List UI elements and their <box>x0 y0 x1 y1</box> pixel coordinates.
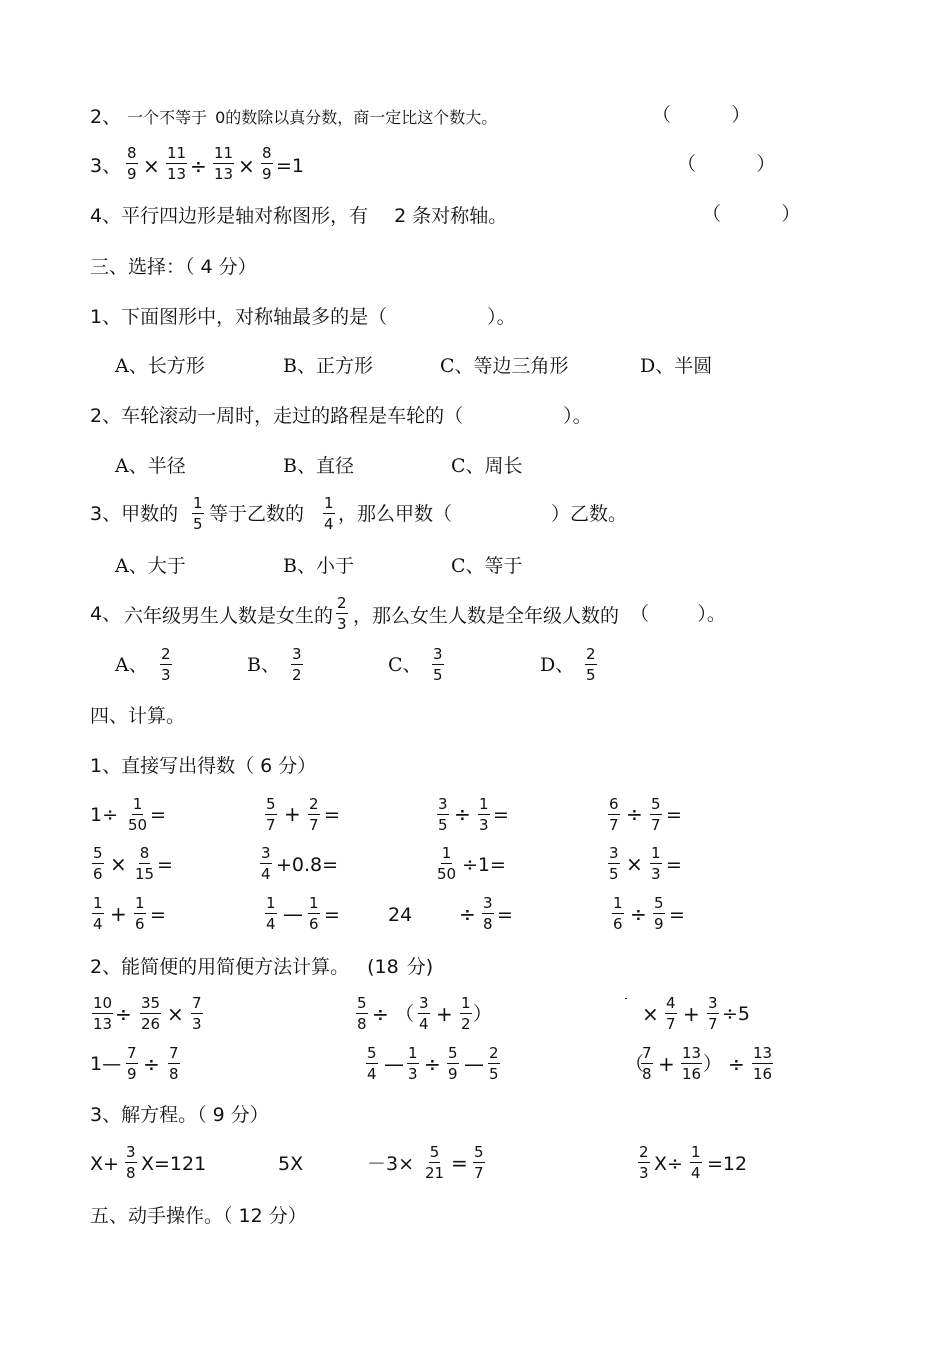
fraction <box>432 647 444 683</box>
expr-text: +0.8= <box>276 854 339 876</box>
option-a[interactable]: A、半径 <box>115 455 186 477</box>
denominator: 16 <box>753 1065 773 1083</box>
score: 9 <box>212 1104 225 1126</box>
fraction <box>752 1046 773 1082</box>
equals-sign: = <box>150 904 166 926</box>
numerator: 1 <box>132 795 143 813</box>
numerator: 3 <box>483 894 493 912</box>
numerator: 5 <box>93 844 103 862</box>
numerator: 2 <box>639 1143 649 1161</box>
numerator: 1 <box>324 494 334 512</box>
score: 4 <box>200 256 213 278</box>
choice-q2 <box>90 407 592 426</box>
fraction <box>308 896 320 932</box>
numerator: 5 <box>357 994 367 1012</box>
times-sign: × <box>626 852 643 876</box>
denominator: 8 <box>642 1065 652 1083</box>
numerator: 13 <box>682 1044 702 1062</box>
fraction <box>160 647 172 683</box>
expr-text: 1— <box>90 1053 122 1075</box>
section-title-choice <box>90 258 257 277</box>
denominator: 7 <box>708 1015 718 1033</box>
fraction <box>585 647 597 683</box>
answer-paren[interactable]: （ ） <box>702 203 801 225</box>
fraction <box>323 496 335 532</box>
fraction <box>265 797 277 833</box>
numerator: 3 <box>433 645 443 663</box>
right-paren: ） <box>703 1053 723 1075</box>
numerator: 13 <box>753 1044 773 1062</box>
q-number: 3、 <box>90 155 122 177</box>
answer-paren[interactable]: （ ） <box>652 104 751 126</box>
option-b[interactable]: B、 <box>247 654 280 676</box>
denominator: 4 <box>367 1065 377 1083</box>
denominator: 5 <box>609 865 619 883</box>
expr-text: X+ <box>90 1153 119 1175</box>
numerator: 3 <box>708 994 718 1012</box>
equals-sign: = <box>497 904 513 926</box>
fraction <box>135 846 154 882</box>
denominator: 4 <box>93 915 103 933</box>
numerator: 1 <box>461 994 471 1012</box>
right-paren: ） <box>473 1003 493 1025</box>
divide-sign: ÷ <box>454 802 471 826</box>
fraction <box>140 996 161 1032</box>
numerator: 10 <box>93 994 113 1012</box>
fraction <box>166 146 187 182</box>
numerator: 5 <box>474 1143 484 1161</box>
minus-sign: — <box>283 902 303 926</box>
fraction <box>707 996 719 1032</box>
fraction <box>308 797 320 833</box>
denominator: 3 <box>479 816 489 834</box>
denominator: 3 <box>408 1065 418 1083</box>
judge-q2 <box>90 108 497 127</box>
fraction <box>482 896 494 932</box>
number: 0 <box>215 108 226 127</box>
fraction <box>665 996 677 1032</box>
numerator: 1 <box>691 1143 701 1161</box>
fraction <box>191 996 203 1032</box>
equals-sign: = <box>150 804 166 826</box>
option-c[interactable]: C、等边三角形 <box>440 355 569 377</box>
judge-q4 <box>90 207 507 226</box>
left-paren: （ <box>395 1003 415 1025</box>
minus-sign: — <box>464 1052 484 1076</box>
option-b[interactable]: B、正方形 <box>283 355 373 377</box>
numerator: 2 <box>309 795 319 813</box>
option-c[interactable]: C、等于 <box>451 555 523 577</box>
fraction <box>407 1046 419 1082</box>
expr-text: ÷5 <box>722 1003 751 1025</box>
numerator: 1 <box>193 494 203 512</box>
fraction <box>681 1046 702 1082</box>
option-b[interactable]: B、直径 <box>283 455 354 477</box>
question-text: ，那么甲数（ <box>338 503 453 525</box>
plus-sign: + <box>436 1002 453 1026</box>
equals-sign: = <box>669 904 685 926</box>
question-text: ，那么女生人数是全年级人数的 <box>353 605 620 627</box>
denominator: 5 <box>438 816 448 834</box>
times-sign: × <box>642 1002 659 1026</box>
denominator: 4 <box>691 1164 701 1182</box>
denominator: 7 <box>309 816 319 834</box>
fraction <box>473 1145 485 1181</box>
denominator: 7 <box>609 816 619 834</box>
numerator: 4 <box>666 994 676 1012</box>
question-text: 1、下面图形中，对称轴最多的是（ <box>90 306 388 328</box>
denominator: 3 <box>192 1015 202 1033</box>
question-text: 的数除以真分数，商一定比这个数大。 <box>225 108 498 127</box>
fraction <box>641 1046 653 1082</box>
score-unit: 分） <box>230 1104 269 1126</box>
score: 6 <box>260 755 273 777</box>
numerator: 1 <box>135 894 145 912</box>
denominator: 15 <box>135 865 155 883</box>
q-number: 2、 <box>90 106 122 128</box>
numerator: 3 <box>419 994 429 1012</box>
denominator: 7 <box>266 816 276 834</box>
divide-sign: ÷ <box>424 1052 441 1076</box>
numerator: 11 <box>214 144 234 162</box>
plus-sign: + <box>683 1002 700 1026</box>
numerator: 5 <box>654 894 664 912</box>
expr-text: X=121 <box>141 1153 207 1175</box>
denominator: 9 <box>127 1065 137 1083</box>
fraction <box>125 1145 137 1181</box>
numerator: 8 <box>127 144 137 162</box>
numerator: 3 <box>609 844 619 862</box>
calc-s1-title <box>90 757 316 776</box>
denominator: 9 <box>262 165 272 183</box>
title-text: 2、能简便的用简便方法计算。 <box>90 956 350 978</box>
fraction <box>265 896 277 932</box>
divide-sign: ÷ <box>459 902 476 926</box>
question-text: 等于乙数的 <box>209 503 305 525</box>
score: 12 <box>238 1205 263 1227</box>
denominator: 13 <box>167 165 187 183</box>
denominator: 2 <box>292 666 302 684</box>
expr-text: X÷ <box>654 1153 683 1175</box>
expr-text: ÷1= <box>462 854 506 876</box>
fraction <box>650 797 662 833</box>
numerator: 1 <box>408 1044 418 1062</box>
fraction <box>356 996 368 1032</box>
denominator: 21 <box>425 1164 445 1182</box>
times-sign: × <box>167 1002 184 1026</box>
plus-sign: + <box>110 902 127 926</box>
calc-s2-title <box>90 958 433 977</box>
divide-sign: ÷ <box>143 1052 160 1076</box>
title-text: 三、选择：（ <box>90 256 195 278</box>
denominator: 6 <box>309 915 319 933</box>
fraction <box>366 1046 378 1082</box>
left-paren: （ <box>625 1053 645 1075</box>
fraction <box>92 896 104 932</box>
denominator: 9 <box>448 1065 458 1083</box>
option-d[interactable]: D、半圆 <box>640 355 713 377</box>
denominator: 3 <box>161 666 171 684</box>
option-a[interactable]: A、长方形 <box>115 355 205 377</box>
equals-sign: = <box>666 804 682 826</box>
numerator: 1 <box>441 844 452 862</box>
fraction <box>625 996 627 1002</box>
fraction <box>126 1046 138 1082</box>
score-unit: 分） <box>278 755 317 777</box>
denominator: 26 <box>141 1015 161 1033</box>
option-c[interactable]: C、周长 <box>451 455 523 477</box>
number: 24 <box>388 904 413 926</box>
numerator: 3 <box>292 645 302 663</box>
question-text: 3、甲数的 <box>90 503 179 525</box>
denominator: 6 <box>135 915 145 933</box>
section-title-practice <box>90 1207 307 1226</box>
fraction <box>126 146 138 182</box>
divide-sign: ÷ <box>626 802 643 826</box>
title-text: 1、直接写出得数（ <box>90 755 255 777</box>
fraction <box>638 1145 650 1181</box>
numerator: 7 <box>192 994 202 1012</box>
times-sign: × <box>110 852 127 876</box>
fraction <box>168 1046 180 1082</box>
numerator: 7 <box>642 1044 652 1062</box>
denominator: 7 <box>666 1015 676 1033</box>
divide-sign: ÷ <box>115 1002 132 1026</box>
numerator: 5 <box>448 1044 458 1062</box>
equals-sign: = <box>157 854 173 876</box>
fraction <box>134 896 146 932</box>
fraction <box>653 896 665 932</box>
title-text: 3、解方程。（ <box>90 1104 207 1126</box>
denominator: 13 <box>93 1015 113 1033</box>
expr-text: 5X <box>278 1153 304 1175</box>
score-unit: 分) <box>406 956 434 978</box>
numerator: 5 <box>651 795 661 813</box>
fraction <box>192 496 204 532</box>
denominator: 50 <box>437 865 457 883</box>
denominator: 6 <box>93 865 103 883</box>
calc-s3-title <box>90 1106 269 1125</box>
option-a[interactable]: A、大于 <box>115 555 186 577</box>
numerator: 11 <box>167 144 187 162</box>
denominator: 5 <box>586 666 596 684</box>
denominator: 4 <box>266 915 276 933</box>
fraction <box>418 996 430 1032</box>
question-text: 2、车轮滚动一周时，走过的路程是车轮的（ <box>90 405 464 427</box>
expr-text: =12 <box>707 1153 748 1175</box>
numerator: 3 <box>126 1143 136 1161</box>
equals-one: =1 <box>276 155 305 177</box>
plus-sign: + <box>658 1052 675 1076</box>
denominator: 3 <box>651 865 661 883</box>
option-a[interactable]: A、 <box>115 654 148 676</box>
numerator: 2 <box>586 645 596 663</box>
divide-sign: ÷ <box>190 154 207 178</box>
numerator: 3 <box>261 844 271 862</box>
numerator: 2 <box>161 645 171 663</box>
score: (18 <box>367 956 399 978</box>
numerator: 8 <box>139 844 150 862</box>
fraction <box>261 146 273 182</box>
numerator: 7 <box>127 1044 137 1062</box>
numerator: 1 <box>651 844 661 862</box>
q-number: 4、 <box>90 205 122 227</box>
numerator <box>625 996 627 999</box>
denominator: 9 <box>127 165 137 183</box>
fraction <box>612 896 624 932</box>
equals-sign: = <box>666 854 682 876</box>
numerator: 5 <box>367 1044 377 1062</box>
denominator: 3 <box>337 615 347 633</box>
numerator: 35 <box>141 994 161 1012</box>
numerator: 1 <box>309 894 319 912</box>
equals-sign: = <box>451 1151 468 1175</box>
numerator: 1 <box>479 795 489 813</box>
minus-sign: — <box>384 1052 404 1076</box>
fraction <box>437 797 449 833</box>
expr-text: －3× <box>367 1153 415 1175</box>
equals-sign: = <box>324 804 340 826</box>
title-text: 五、动手操作。（ <box>90 1205 233 1227</box>
denominator: 6 <box>613 915 623 933</box>
numerator: 8 <box>262 144 272 162</box>
option-b[interactable]: B、小于 <box>283 555 354 577</box>
numerator: 1 <box>613 894 623 912</box>
fraction <box>447 1046 459 1082</box>
fraction <box>478 797 490 833</box>
expr-text: 1÷ <box>90 804 119 826</box>
denominator: 7 <box>474 1164 484 1182</box>
denominator: 8 <box>483 915 493 933</box>
number: 2 <box>394 205 407 227</box>
answer-paren[interactable]: （ ）。 <box>630 603 726 625</box>
choice-q1 <box>90 308 516 327</box>
denominator: 7 <box>651 816 661 834</box>
fraction <box>291 647 303 683</box>
denominator: 9 <box>654 915 664 933</box>
option-d[interactable]: D、 <box>540 654 575 676</box>
fraction <box>437 846 456 882</box>
denominator: 4 <box>324 515 334 533</box>
numerator: 6 <box>609 795 619 813</box>
question-close: ）乙数。 <box>551 503 628 525</box>
denominator: 3 <box>639 1164 649 1182</box>
question-close: ）。 <box>563 405 592 427</box>
question-text: 六年级男生人数是女生的 <box>124 605 334 627</box>
numerator: 2 <box>489 1044 499 1062</box>
fraction <box>608 797 620 833</box>
denominator: 4 <box>261 865 271 883</box>
denominator: 50 <box>128 816 148 834</box>
times-sign: × <box>238 154 255 178</box>
numerator: 1 <box>93 894 103 912</box>
fraction <box>608 846 620 882</box>
question-close: ）。 <box>487 306 516 328</box>
denominator: 8 <box>126 1164 136 1182</box>
fraction <box>92 846 104 882</box>
divide-sign: ÷ <box>372 1002 389 1026</box>
divide-sign: ÷ <box>728 1052 745 1076</box>
question-text: 一个不等于 <box>127 108 208 127</box>
fraction <box>425 1145 444 1181</box>
numerator: 5 <box>429 1143 440 1161</box>
denominator: 16 <box>682 1065 702 1083</box>
numerator: 7 <box>169 1044 179 1062</box>
numerator: 2 <box>337 594 347 612</box>
fraction <box>92 996 113 1032</box>
fraction <box>650 846 662 882</box>
denominator: 5 <box>193 515 203 533</box>
times-sign: × <box>143 154 160 178</box>
answer-paren[interactable]: （ ） <box>677 153 776 175</box>
numerator: 5 <box>266 795 276 813</box>
question-text: 条对称轴。 <box>412 205 508 227</box>
fraction <box>128 797 147 833</box>
option-c[interactable]: C、 <box>388 654 422 676</box>
denominator: 8 <box>357 1015 367 1033</box>
fraction <box>336 596 348 632</box>
fraction <box>460 996 472 1032</box>
numerator: 1 <box>266 894 276 912</box>
denominator: 4 <box>419 1015 429 1033</box>
fraction <box>690 1145 702 1181</box>
equals-sign: = <box>493 804 509 826</box>
score-unit: 分） <box>218 256 257 278</box>
fraction <box>260 846 272 882</box>
denominator: 13 <box>214 165 234 183</box>
q-number: 4、 <box>90 603 122 625</box>
denominator: 2 <box>461 1015 471 1033</box>
divide-sign: ÷ <box>630 902 647 926</box>
numerator: 3 <box>438 795 448 813</box>
denominator: 5 <box>433 666 443 684</box>
fraction <box>213 146 234 182</box>
denominator: 5 <box>489 1065 499 1083</box>
score-unit: 分） <box>268 1205 307 1227</box>
equals-sign: = <box>324 904 340 926</box>
denominator: 8 <box>169 1065 179 1083</box>
section-title-calc: 四、计算。 <box>90 705 186 727</box>
plus-sign: + <box>284 802 301 826</box>
question-text: 平行四边形是轴对称图形，有 <box>121 205 369 227</box>
fraction <box>488 1046 500 1082</box>
